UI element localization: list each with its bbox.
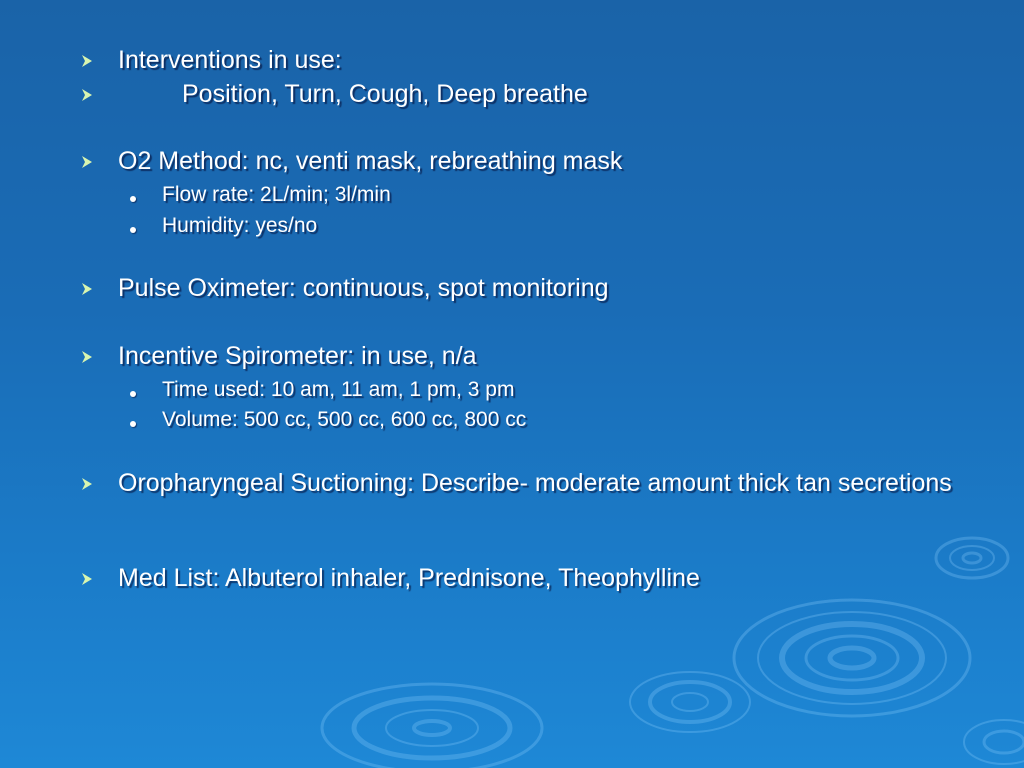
bullet-pulse-oximeter: Pulse Oximeter: continuous, spot monitoring bbox=[118, 274, 609, 302]
bullet-oropharyngeal-suctioning: Oropharyngeal Suctioning: Describe- moderate amount thick tan secretions bbox=[118, 469, 952, 497]
bullet-position-turn-cough: Position, Turn, Cough, Deep breathe bbox=[182, 80, 588, 108]
sub-bullet-flow-rate: Flow rate: 2L/min; 3l/min bbox=[162, 183, 391, 206]
round-dot-bullet-icon bbox=[130, 391, 136, 397]
sub-bullet-time-used: Time used: 10 am, 11 am, 1 pm, 3 pm bbox=[162, 378, 515, 401]
arrowhead-bullet-icon bbox=[80, 54, 94, 68]
bullet-interventions: Interventions in use: bbox=[118, 46, 342, 74]
bullet-incentive-spirometer: Incentive Spirometer: in use, n/a bbox=[118, 342, 477, 370]
arrowhead-bullet-icon bbox=[80, 282, 94, 296]
round-dot-bullet-icon bbox=[130, 227, 136, 233]
sub-bullet-volume: Volume: 500 cc, 500 cc, 600 cc, 800 cc bbox=[162, 408, 527, 431]
arrowhead-bullet-icon bbox=[80, 155, 94, 169]
arrowhead-bullet-icon bbox=[80, 477, 94, 491]
sub-bullet-humidity: Humidity: yes/no bbox=[162, 214, 318, 237]
round-dot-bullet-icon bbox=[130, 421, 136, 427]
bullet-o2-method: O2 Method: nc, venti mask, rebreathing mask bbox=[118, 147, 623, 175]
arrowhead-bullet-icon bbox=[80, 350, 94, 364]
arrowhead-bullet-icon bbox=[80, 572, 94, 586]
arrowhead-bullet-icon bbox=[80, 88, 94, 102]
round-dot-bullet-icon bbox=[130, 196, 136, 202]
bullet-med-list: Med List: Albuterol inhaler, Prednisone, Theophylline bbox=[118, 564, 700, 592]
